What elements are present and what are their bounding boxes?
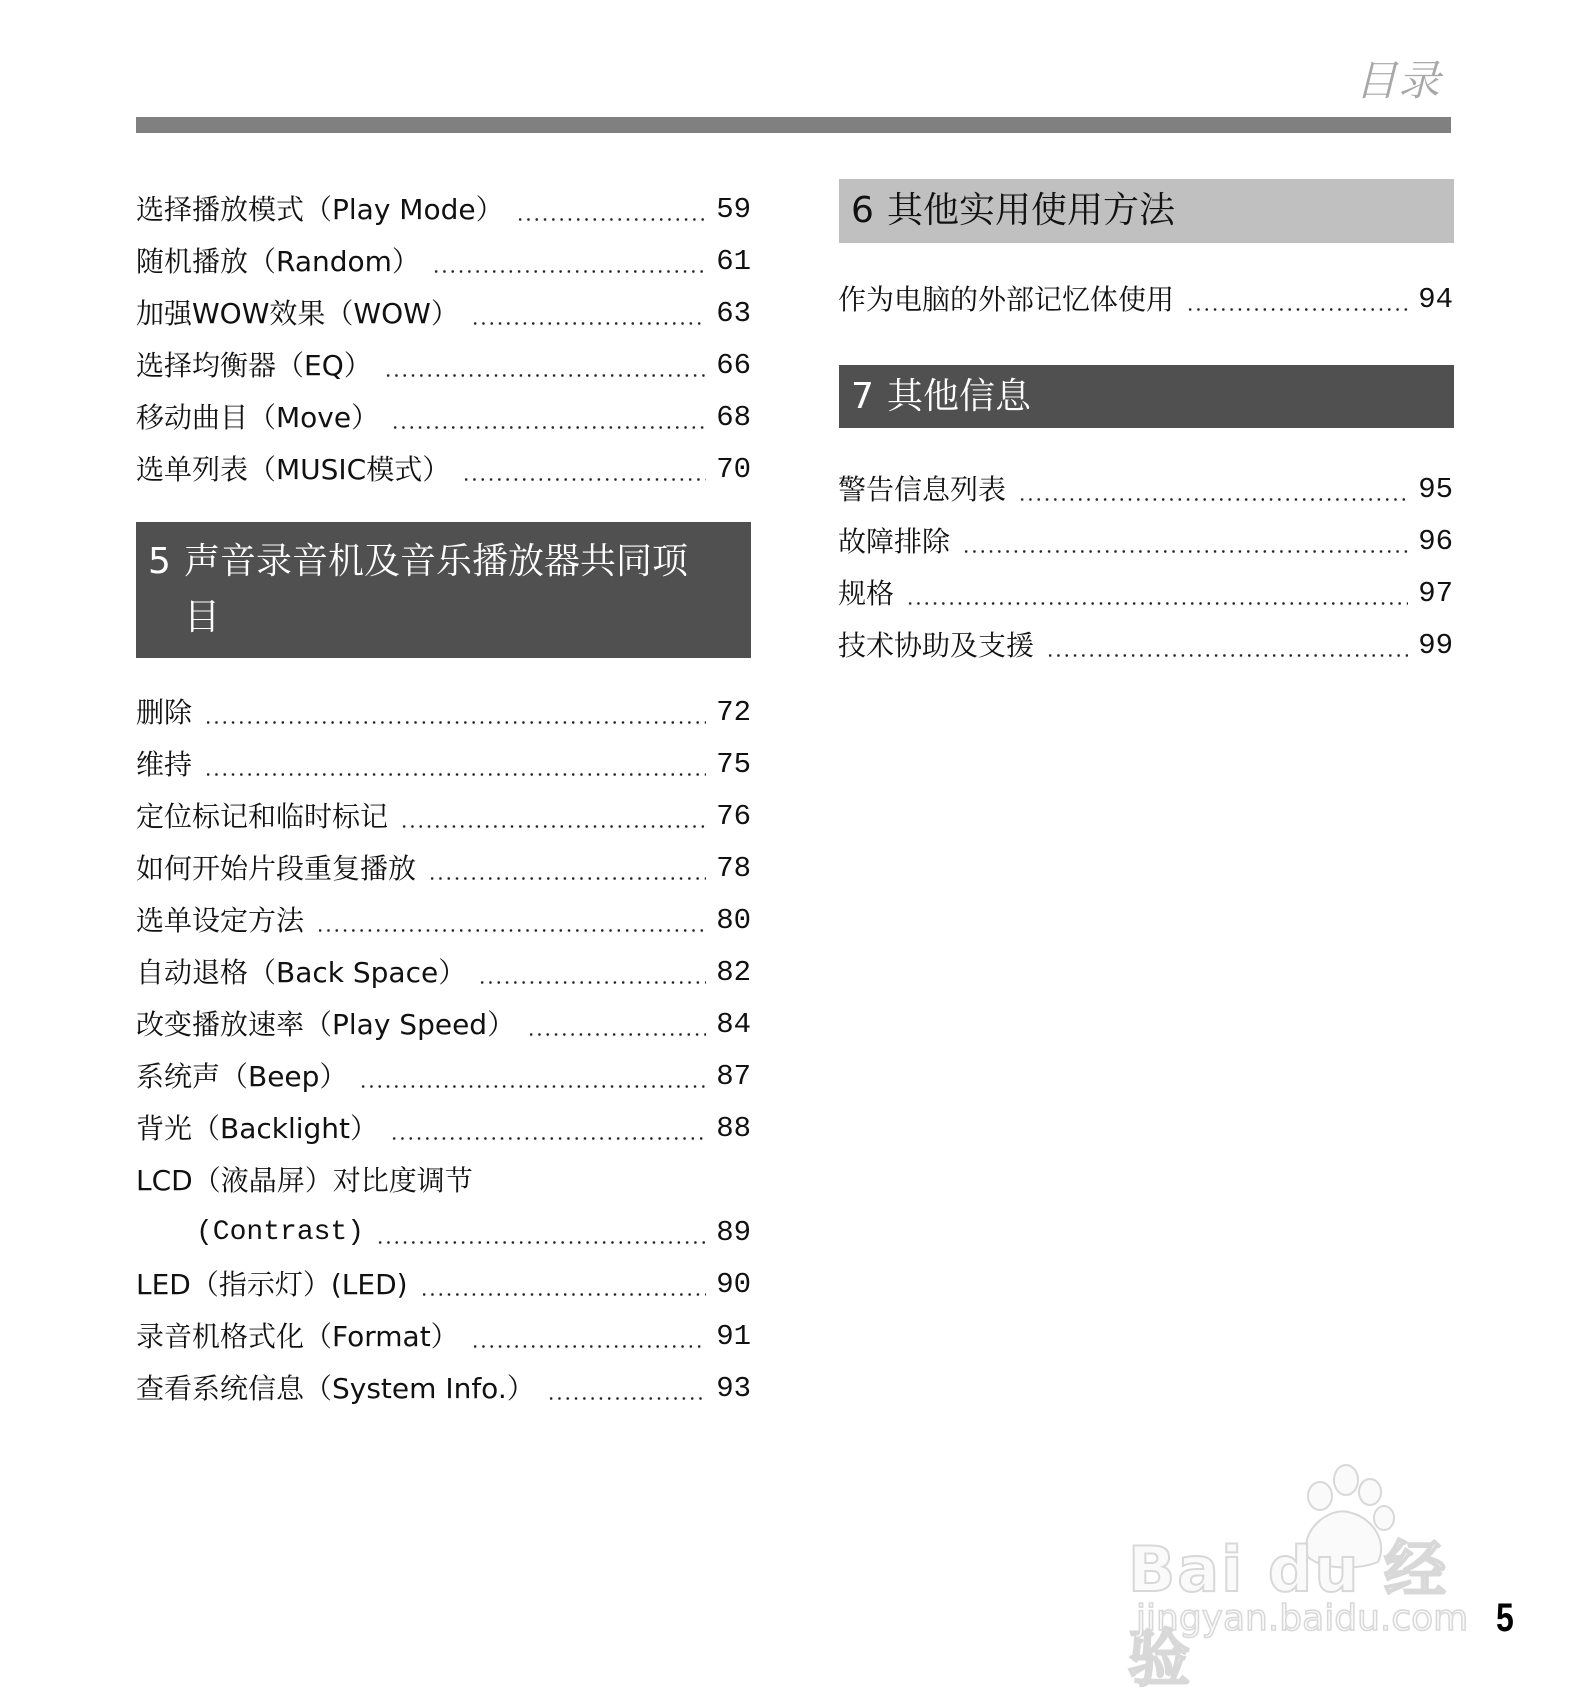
toc-entry[interactable] <box>136 398 751 438</box>
page-number: 5 <box>1496 1596 1514 1640</box>
entry-label: 自动退格（Back Space） <box>136 956 467 989</box>
entry-page: 82 <box>716 956 751 989</box>
entry-page: 68 <box>716 401 751 434</box>
entry-page: 96 <box>1418 525 1453 558</box>
dot-leader <box>962 550 1408 553</box>
section-title: 其他信息 <box>887 376 1032 417</box>
toc-entry[interactable] <box>838 626 1453 666</box>
section-7-header[interactable] <box>839 365 1454 428</box>
toc-entry[interactable] <box>136 1109 751 1149</box>
entry-label: 查看系统信息（System Info.） <box>136 1372 535 1405</box>
toc-entry-multiline-second[interactable] <box>136 1213 751 1253</box>
entry-label: 选择播放模式（Play Mode） <box>136 193 504 226</box>
section-number: 5 <box>148 541 171 582</box>
entry-label: 故障排除 <box>838 525 951 558</box>
page-title: 目录 <box>1355 56 1442 105</box>
toc-entry[interactable] <box>136 1369 751 1409</box>
section-6-header[interactable] <box>839 179 1454 243</box>
entry-page: 87 <box>716 1060 751 1093</box>
entry-page: 72 <box>716 696 751 729</box>
entry-label: LCD（液晶屏）对比度调节 <box>136 1164 473 1197</box>
toc-entry[interactable] <box>136 901 751 941</box>
toc-entry[interactable] <box>136 797 751 837</box>
dot-leader <box>432 270 706 273</box>
entry-label: 如何开始片段重复播放 <box>136 852 417 885</box>
entry-page: 76 <box>716 800 751 833</box>
toc-entry[interactable] <box>136 849 751 889</box>
entry-page: 70 <box>716 453 751 486</box>
entry-page: 75 <box>716 748 751 781</box>
entry-page: 59 <box>716 193 751 226</box>
entry-label: 定位标记和临时标记 <box>136 800 389 833</box>
baidu-watermark <box>1128 1462 1498 1695</box>
entry-label: 加强WOW效果（WOW） <box>136 297 459 330</box>
entry-page: 84 <box>716 1008 751 1041</box>
toc-entry[interactable] <box>136 242 751 282</box>
toc-entry[interactable] <box>136 294 751 334</box>
dot-leader <box>1018 498 1408 501</box>
entry-page: 97 <box>1418 577 1453 610</box>
entry-label: 警告信息列表 <box>838 473 1007 506</box>
entry-label: 作为电脑的外部记忆体使用 <box>838 283 1175 316</box>
toc-entry[interactable] <box>136 1057 751 1097</box>
dot-leader <box>462 478 706 481</box>
dot-leader <box>400 825 706 828</box>
entry-page: 88 <box>716 1112 751 1145</box>
entry-label: 选单设定方法 <box>136 904 305 937</box>
toc-entry[interactable] <box>838 280 1453 320</box>
section-number: 7 <box>851 376 874 417</box>
toc-entry[interactable] <box>136 190 751 230</box>
dot-leader <box>391 426 706 429</box>
entry-label: (Contrast) <box>196 1217 365 1248</box>
watermark-brand: Bai du 经验 <box>1128 1533 1449 1695</box>
entry-label: 改变播放速率（Play Speed） <box>136 1008 516 1041</box>
entry-label: 录音机格式化（Format） <box>136 1320 459 1353</box>
entry-label: 系统声（Beep） <box>136 1060 348 1093</box>
section-title-continued: 目 <box>184 597 221 638</box>
dot-leader <box>376 1241 706 1244</box>
dot-leader <box>471 322 706 325</box>
entry-label: 选单列表（MUSIC模式） <box>136 453 451 486</box>
toc-entry[interactable] <box>838 470 1453 510</box>
dot-leader <box>204 721 706 724</box>
entry-page: 89 <box>716 1216 751 1249</box>
toc-entry[interactable] <box>136 346 751 386</box>
entry-label: 背光（Backlight） <box>136 1112 379 1145</box>
entry-label: 维持 <box>136 748 193 781</box>
dot-leader <box>478 981 706 984</box>
dot-leader <box>1186 308 1408 311</box>
entry-page: 66 <box>716 349 751 382</box>
dot-leader <box>384 374 706 377</box>
toc-entry[interactable] <box>136 953 751 993</box>
dot-leader <box>906 602 1408 605</box>
entry-label: LED（指示灯）(LED) <box>136 1268 408 1301</box>
section-5-header[interactable] <box>136 522 751 658</box>
dot-leader <box>428 877 706 880</box>
dot-leader <box>471 1345 707 1348</box>
watermark-url: jingyan.baidu.com <box>1136 1598 1469 1639</box>
entry-page: 93 <box>716 1372 751 1405</box>
entry-page: 61 <box>716 245 751 278</box>
toc-entry[interactable] <box>136 1317 751 1357</box>
entry-label: 移动曲目（Move） <box>136 401 380 434</box>
entry-page: 99 <box>1418 629 1453 662</box>
toc-entry[interactable] <box>136 1005 751 1045</box>
entry-page: 95 <box>1418 473 1453 506</box>
dot-leader <box>516 218 707 221</box>
entry-label: 删除 <box>136 696 193 729</box>
section-title: 声音录音机及音乐播放器共同项 <box>184 541 689 582</box>
dot-leader <box>359 1085 706 1088</box>
toc-entry-multiline-first[interactable] <box>136 1161 751 1201</box>
dot-leader <box>420 1293 707 1296</box>
entry-label: 随机播放（Random） <box>136 245 420 278</box>
dot-leader <box>547 1397 706 1400</box>
dot-leader <box>527 1033 706 1036</box>
entry-page: 80 <box>716 904 751 937</box>
entry-label: 选择均衡器（EQ） <box>136 349 372 382</box>
dot-leader <box>390 1137 706 1140</box>
entry-page: 78 <box>716 852 751 885</box>
header-rule <box>136 117 1451 133</box>
section-number: 6 <box>851 190 874 231</box>
toc-entry[interactable] <box>136 1265 751 1305</box>
toc-entry[interactable] <box>838 522 1453 562</box>
toc-entry[interactable] <box>136 693 751 733</box>
toc-entry[interactable] <box>136 450 751 490</box>
dot-leader <box>1046 654 1408 657</box>
dot-leader <box>204 773 706 776</box>
toc-entry[interactable] <box>838 574 1453 614</box>
entry-page: 90 <box>716 1268 751 1301</box>
dot-leader <box>316 929 706 932</box>
entry-label: 规格 <box>838 577 895 610</box>
entry-label: 技术协助及支援 <box>838 629 1035 662</box>
entry-page: 94 <box>1418 283 1453 316</box>
section-title: 其他实用使用方法 <box>887 190 1176 231</box>
entry-page: 91 <box>716 1320 751 1353</box>
toc-entry[interactable] <box>136 745 751 785</box>
entry-page: 63 <box>716 297 751 330</box>
